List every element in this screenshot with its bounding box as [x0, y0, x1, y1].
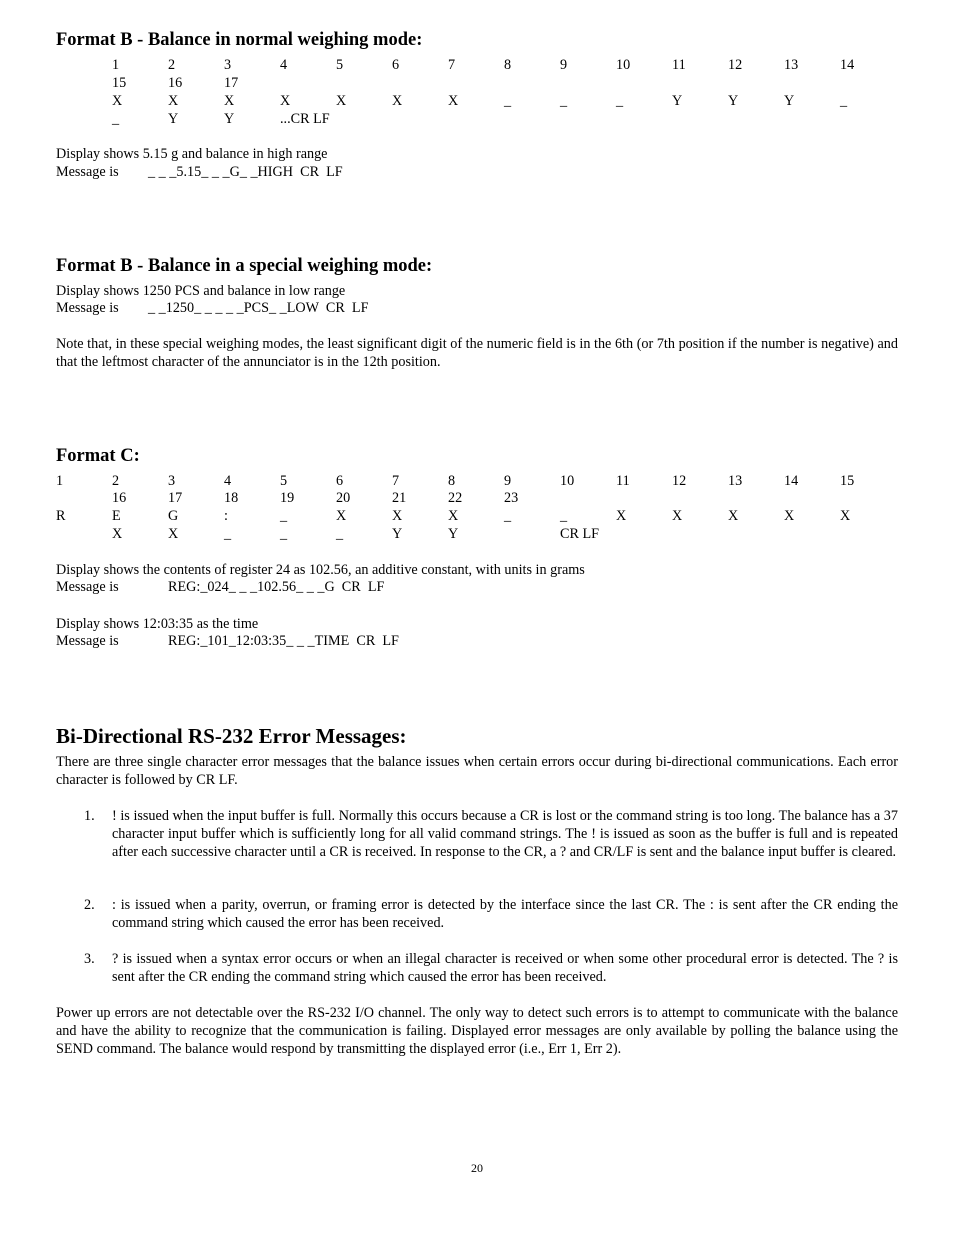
- errors-intro: There are three single character error messages that the balance issues when certain errors occur during bi-directional communications. Each error character is followed by CR LF.: [56, 754, 898, 788]
- position-cell: 23: [504, 490, 519, 506]
- position-cell: X: [448, 93, 459, 109]
- position-cell: 8: [448, 473, 456, 489]
- position-cell: 3: [224, 57, 232, 73]
- heading-rs232-errors: Bi-Directional RS-232 Error Messages:: [56, 724, 407, 748]
- position-cell: Y: [728, 93, 739, 109]
- position-cell: _: [560, 93, 568, 109]
- position-cell: 1: [112, 57, 120, 73]
- position-cell: X: [672, 508, 683, 524]
- position-cell: 17: [224, 75, 239, 91]
- position-cell: 7: [392, 473, 400, 489]
- position-cell: X: [224, 93, 235, 109]
- list-number: 2.: [84, 897, 95, 913]
- position-cell: 16: [168, 75, 183, 91]
- position-cell: X: [392, 93, 403, 109]
- position-cell: X: [336, 508, 347, 524]
- position-cell: 14: [840, 57, 855, 73]
- position-cell: X: [728, 508, 739, 524]
- position-cell: X: [280, 93, 291, 109]
- position-cell: 4: [280, 57, 288, 73]
- position-cell: _: [112, 111, 120, 127]
- format-c-description-1: Display shows the contents of register 24 as 102.56, an additive constant, with units in grams: [56, 562, 585, 578]
- position-cell: 3: [168, 473, 176, 489]
- position-cell: 14: [784, 473, 799, 489]
- position-cell: X: [112, 93, 123, 109]
- position-cell: 11: [672, 57, 686, 73]
- format-c-description-2: Display shows 12:03:35 as the time: [56, 616, 259, 632]
- position-cell: 4: [224, 473, 232, 489]
- heading-format-c: Format C:: [56, 446, 140, 466]
- position-cell: 6: [392, 57, 400, 73]
- position-cell: X: [336, 93, 347, 109]
- message-value: _ _ _5.15_ _ _G_ _HIGH CR LF: [148, 164, 343, 180]
- format-b-special-message: [56, 299, 368, 317]
- position-cell: 12: [672, 473, 687, 489]
- format-b-normal-message: [56, 163, 343, 181]
- list-text: ! is issued when the input buffer is full. Normally this occurs because a CR is lost or the command string is too long. The balance has a 37 character input buffer which is sufficiently long for all valid command strings. The ! is issued as soon as the buffer is full and is repeated after each successive character until a CR is received. In response to the CR, a ? and CR/LF is sent and the balance input buffer is cleared.: [112, 808, 898, 860]
- heading-format-b-normal: Format B - Balance in normal weighing mode:: [56, 30, 423, 50]
- position-cell: X: [168, 93, 179, 109]
- position-cell: X: [112, 526, 123, 542]
- position-cell: _: [336, 526, 344, 542]
- position-cell: R: [56, 508, 66, 524]
- position-cell: 2: [168, 57, 176, 73]
- format-b-normal-description: Display shows 5.15 g and balance in high range: [56, 146, 328, 162]
- format-c-message-1: [56, 578, 384, 596]
- list-text: ? is issued when a syntax error occurs or when an illegal character is received or when some other procedural error is detected. The ? is sent after the CR ending the command string which caused the error has been received.: [112, 951, 898, 985]
- position-cell: 8: [504, 57, 512, 73]
- position-cell: 15: [840, 473, 855, 489]
- message-label: Message is: [56, 633, 119, 649]
- format-b-special-description: Display shows 1250 PCS and balance in low range: [56, 283, 346, 299]
- position-cell: X: [392, 508, 403, 524]
- position-cell: Y: [392, 526, 403, 542]
- position-cell: 12: [728, 57, 743, 73]
- position-cell: 19: [280, 490, 295, 506]
- position-cell: Y: [784, 93, 795, 109]
- position-cell: 18: [224, 490, 239, 506]
- position-cell: 11: [616, 473, 630, 489]
- message-label: Message is: [56, 300, 119, 316]
- format-b-special-note: Note that, in these special weighing modes, the least significant digit of the numeric field is in the 6th (or 7th position if the number is negative) and that the leftmost character of the annunciator is in the 12th position.: [56, 336, 898, 370]
- list-number: 3.: [84, 951, 95, 967]
- position-cell: 1: [56, 473, 64, 489]
- position-cell: Y: [448, 526, 459, 542]
- position-cell: 21: [392, 490, 407, 506]
- position-cell: G: [168, 508, 179, 524]
- position-cell: 10: [616, 57, 631, 73]
- position-cell: 6: [336, 473, 344, 489]
- position-cell: 22: [448, 490, 463, 506]
- position-cell: 5: [336, 57, 344, 73]
- list-number: 1.: [84, 808, 95, 824]
- position-cell: Y: [672, 93, 683, 109]
- page-number: 20: [471, 1161, 483, 1175]
- position-cell: X: [616, 508, 627, 524]
- position-cell: Y: [224, 111, 235, 127]
- message-value: REG:_101_12:03:35_ _ _TIME CR LF: [168, 633, 399, 649]
- position-cell: 7: [448, 57, 456, 73]
- list-text: : is issued when a parity, overrun, or framing error is detected by the interface since the last CR. The : is sent after the CR ending the command string which caused the error has been received.: [112, 897, 898, 931]
- position-cell: 5: [280, 473, 288, 489]
- message-value: _ _1250_ _ _ _ _PCS_ _LOW CR LF: [148, 300, 369, 316]
- position-cell: 13: [784, 57, 799, 73]
- position-cell: _: [504, 93, 512, 109]
- position-cell: X: [168, 526, 179, 542]
- position-cell: _: [560, 508, 568, 524]
- format-c-message-2: [56, 632, 399, 650]
- position-cell: CR LF: [560, 526, 600, 542]
- position-cell: X: [448, 508, 459, 524]
- position-cell: 10: [560, 473, 575, 489]
- message-label: Message is: [56, 579, 119, 595]
- position-cell: _: [616, 93, 624, 109]
- position-cell: 13: [728, 473, 743, 489]
- heading-format-b-special: Format B - Balance in a special weighing mode:: [56, 256, 433, 276]
- position-cell: 16: [112, 490, 127, 506]
- message-label: Message is: [56, 164, 119, 180]
- position-cell: _: [280, 508, 288, 524]
- position-cell: _: [280, 526, 288, 542]
- position-cell: E: [112, 508, 121, 524]
- position-cell: X: [840, 508, 851, 524]
- position-cell: 17: [168, 490, 183, 506]
- position-cell: 20: [336, 490, 351, 506]
- position-cell: _: [504, 508, 512, 524]
- position-cell: _: [224, 526, 232, 542]
- position-cell: :: [224, 508, 228, 524]
- errors-outro: Power up errors are not detectable over the RS-232 I/O channel. The only way to detect such errors is to attempt to communicate with the balance and have the ability to recognize that the communication is failing. Displayed error messages are only available by polling the balance using the SEND command. The balance would respond by transmitting the displayed error (i.e., Err 1, Err 2).: [56, 1005, 898, 1057]
- position-cell: X: [784, 508, 795, 524]
- position-cell: 9: [560, 57, 568, 73]
- position-cell: _: [840, 93, 848, 109]
- position-cell: Y: [168, 111, 179, 127]
- position-cell: 9: [504, 473, 512, 489]
- position-cell: ...CR LF: [280, 111, 330, 127]
- message-value: REG:_024_ _ _102.56_ _ _G CR LF: [168, 579, 385, 595]
- position-cell: 15: [112, 75, 127, 91]
- position-cell: 2: [112, 473, 120, 489]
